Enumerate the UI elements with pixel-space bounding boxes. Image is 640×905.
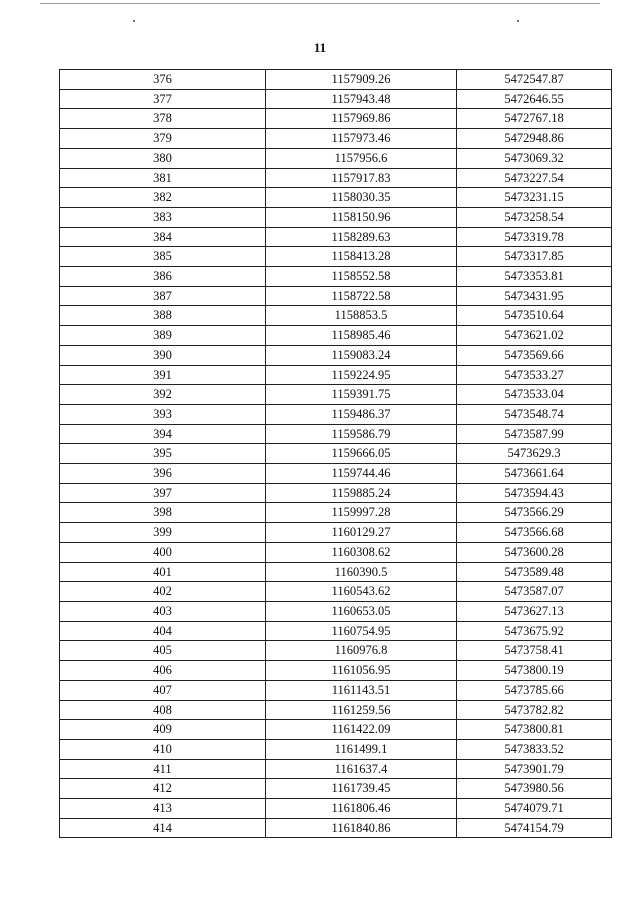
y-coordinate-cell: 5473548.74 [457,404,612,424]
x-coordinate-cell: 1158150.96 [266,207,457,227]
x-coordinate-cell: 1159586.79 [266,424,457,444]
y-coordinate-cell: 5472767.18 [457,109,612,129]
y-coordinate-cell: 5473600.28 [457,542,612,562]
table-row [60,601,612,621]
table-row [60,385,612,405]
x-coordinate-cell: 1160308.62 [266,542,457,562]
scan-artifact-line [40,3,600,4]
x-coordinate-cell: 1160129.27 [266,523,457,543]
x-coordinate-cell: 1158413.28 [266,247,457,267]
point-number-cell: 382 [60,188,266,208]
table-row [60,562,612,582]
y-coordinate-cell: 5474079.71 [457,799,612,819]
x-coordinate-cell: 1158722.58 [266,286,457,306]
y-coordinate-cell: 5472547.87 [457,70,612,90]
y-coordinate-cell: 5473566.68 [457,523,612,543]
y-coordinate-cell: 5473675.92 [457,621,612,641]
y-coordinate-cell: 5473758.41 [457,641,612,661]
y-coordinate-cell: 5473317.85 [457,247,612,267]
y-coordinate-cell: 5473621.02 [457,326,612,346]
point-number-cell: 380 [60,148,266,168]
x-coordinate-cell: 1157956.6 [266,148,457,168]
table-row [60,799,612,819]
table-row [60,464,612,484]
y-coordinate-cell: 5473661.64 [457,464,612,484]
table-row [60,326,612,346]
table-row [60,641,612,661]
x-coordinate-cell: 1157943.48 [266,89,457,109]
x-coordinate-cell: 1161739.45 [266,779,457,799]
coordinate-table-body [60,70,612,838]
scan-artifact-dot [133,20,135,22]
table-row [60,188,612,208]
table-row [60,227,612,247]
table-row [60,70,612,90]
table-row [60,404,612,424]
point-number-cell: 399 [60,523,266,543]
point-number-cell: 406 [60,661,266,681]
table-row [60,345,612,365]
x-coordinate-cell: 1159666.05 [266,444,457,464]
x-coordinate-cell: 1159885.24 [266,483,457,503]
x-coordinate-cell: 1159391.75 [266,385,457,405]
y-coordinate-cell: 5473980.56 [457,779,612,799]
x-coordinate-cell: 1161499.1 [266,739,457,759]
point-number-cell: 400 [60,542,266,562]
y-coordinate-cell: 5473782.82 [457,700,612,720]
x-coordinate-cell: 1159486.37 [266,404,457,424]
point-number-cell: 412 [60,779,266,799]
y-coordinate-cell: 5473569.66 [457,345,612,365]
point-number-cell: 376 [60,70,266,90]
point-number-cell: 401 [60,562,266,582]
point-number-cell: 393 [60,404,266,424]
x-coordinate-cell: 1158030.35 [266,188,457,208]
table-row [60,739,612,759]
x-coordinate-cell: 1161056.95 [266,661,457,681]
table-row [60,247,612,267]
y-coordinate-cell: 5473566.29 [457,503,612,523]
table-row [60,542,612,562]
y-coordinate-cell: 5473800.81 [457,720,612,740]
y-coordinate-cell: 5473587.07 [457,582,612,602]
point-number-cell: 378 [60,109,266,129]
y-coordinate-cell: 5473629.3 [457,444,612,464]
y-coordinate-cell: 5473231.15 [457,188,612,208]
x-coordinate-cell: 1161422.09 [266,720,457,740]
table-row [60,779,612,799]
y-coordinate-cell: 5473510.64 [457,306,612,326]
table-row [60,286,612,306]
table-row [60,444,612,464]
x-coordinate-cell: 1160653.05 [266,601,457,621]
table-row [60,129,612,149]
point-number-cell: 390 [60,345,266,365]
x-coordinate-cell: 1160543.62 [266,582,457,602]
table-row [60,621,612,641]
table-row [60,267,612,287]
table-row [60,424,612,444]
x-coordinate-cell: 1159224.95 [266,365,457,385]
point-number-cell: 402 [60,582,266,602]
table-row [60,306,612,326]
point-number-cell: 404 [60,621,266,641]
point-number-cell: 397 [60,483,266,503]
table-row [60,661,612,681]
table-row [60,483,612,503]
y-coordinate-cell: 5473319.78 [457,227,612,247]
y-coordinate-cell: 5473901.79 [457,759,612,779]
y-coordinate-cell: 5473258.54 [457,207,612,227]
table-row [60,720,612,740]
y-coordinate-cell: 5473800.19 [457,661,612,681]
y-coordinate-cell: 5473589.48 [457,562,612,582]
point-number-cell: 407 [60,680,266,700]
point-number-cell: 411 [60,759,266,779]
y-coordinate-cell: 5472646.55 [457,89,612,109]
table-row [60,148,612,168]
point-number-cell: 387 [60,286,266,306]
y-coordinate-cell: 5473353.81 [457,267,612,287]
point-number-cell: 388 [60,306,266,326]
x-coordinate-cell: 1161637.4 [266,759,457,779]
point-number-cell: 377 [60,89,266,109]
y-coordinate-cell: 5473227.54 [457,168,612,188]
y-coordinate-cell: 5473431.95 [457,286,612,306]
x-coordinate-cell: 1157909.26 [266,70,457,90]
x-coordinate-cell: 1161840.86 [266,818,457,838]
point-number-cell: 405 [60,641,266,661]
x-coordinate-cell: 1157973.46 [266,129,457,149]
table-row [60,523,612,543]
x-coordinate-cell: 1159083.24 [266,345,457,365]
x-coordinate-cell: 1159744.46 [266,464,457,484]
x-coordinate-cell: 1159997.28 [266,503,457,523]
point-number-cell: 379 [60,129,266,149]
table-row [60,89,612,109]
x-coordinate-cell: 1160754.95 [266,621,457,641]
point-number-cell: 395 [60,444,266,464]
x-coordinate-cell: 1158552.58 [266,267,457,287]
table-row [60,109,612,129]
point-number-cell: 384 [60,227,266,247]
y-coordinate-cell: 5473587.99 [457,424,612,444]
table-row [60,168,612,188]
table-row [60,700,612,720]
x-coordinate-cell: 1161143.51 [266,680,457,700]
point-number-cell: 385 [60,247,266,267]
table-row [60,582,612,602]
table-row [60,818,612,838]
x-coordinate-cell: 1160390.5 [266,562,457,582]
point-number-cell: 408 [60,700,266,720]
y-coordinate-cell: 5473833.52 [457,739,612,759]
point-number-cell: 386 [60,267,266,287]
x-coordinate-cell: 1161806.46 [266,799,457,819]
x-coordinate-cell: 1158985.46 [266,326,457,346]
point-number-cell: 391 [60,365,266,385]
point-number-cell: 403 [60,601,266,621]
point-number-cell: 396 [60,464,266,484]
x-coordinate-cell: 1160976.8 [266,641,457,661]
y-coordinate-cell: 5474154.79 [457,818,612,838]
point-number-cell: 398 [60,503,266,523]
point-number-cell: 413 [60,799,266,819]
y-coordinate-cell: 5473594.43 [457,483,612,503]
x-coordinate-cell: 1158289.63 [266,227,457,247]
table-row [60,680,612,700]
y-coordinate-cell: 5473627.13 [457,601,612,621]
y-coordinate-cell: 5472948.86 [457,129,612,149]
y-coordinate-cell: 5473069.32 [457,148,612,168]
table-row [60,503,612,523]
table-row [60,207,612,227]
y-coordinate-cell: 5473785.66 [457,680,612,700]
y-coordinate-cell: 5473533.04 [457,385,612,405]
scan-artifact-dot [517,20,519,22]
page-number: 11 [313,40,327,55]
point-number-cell: 409 [60,720,266,740]
point-number-cell: 389 [60,326,266,346]
point-number-cell: 394 [60,424,266,444]
x-coordinate-cell: 1161259.56 [266,700,457,720]
x-coordinate-cell: 1158853.5 [266,306,457,326]
table-row [60,759,612,779]
point-number-cell: 414 [60,818,266,838]
y-coordinate-cell: 5473533.27 [457,365,612,385]
point-number-cell: 392 [60,385,266,405]
x-coordinate-cell: 1157969.86 [266,109,457,129]
x-coordinate-cell: 1157917.83 [266,168,457,188]
point-number-cell: 410 [60,739,266,759]
point-number-cell: 381 [60,168,266,188]
coordinate-table [59,69,612,838]
point-number-cell: 383 [60,207,266,227]
table-row [60,365,612,385]
